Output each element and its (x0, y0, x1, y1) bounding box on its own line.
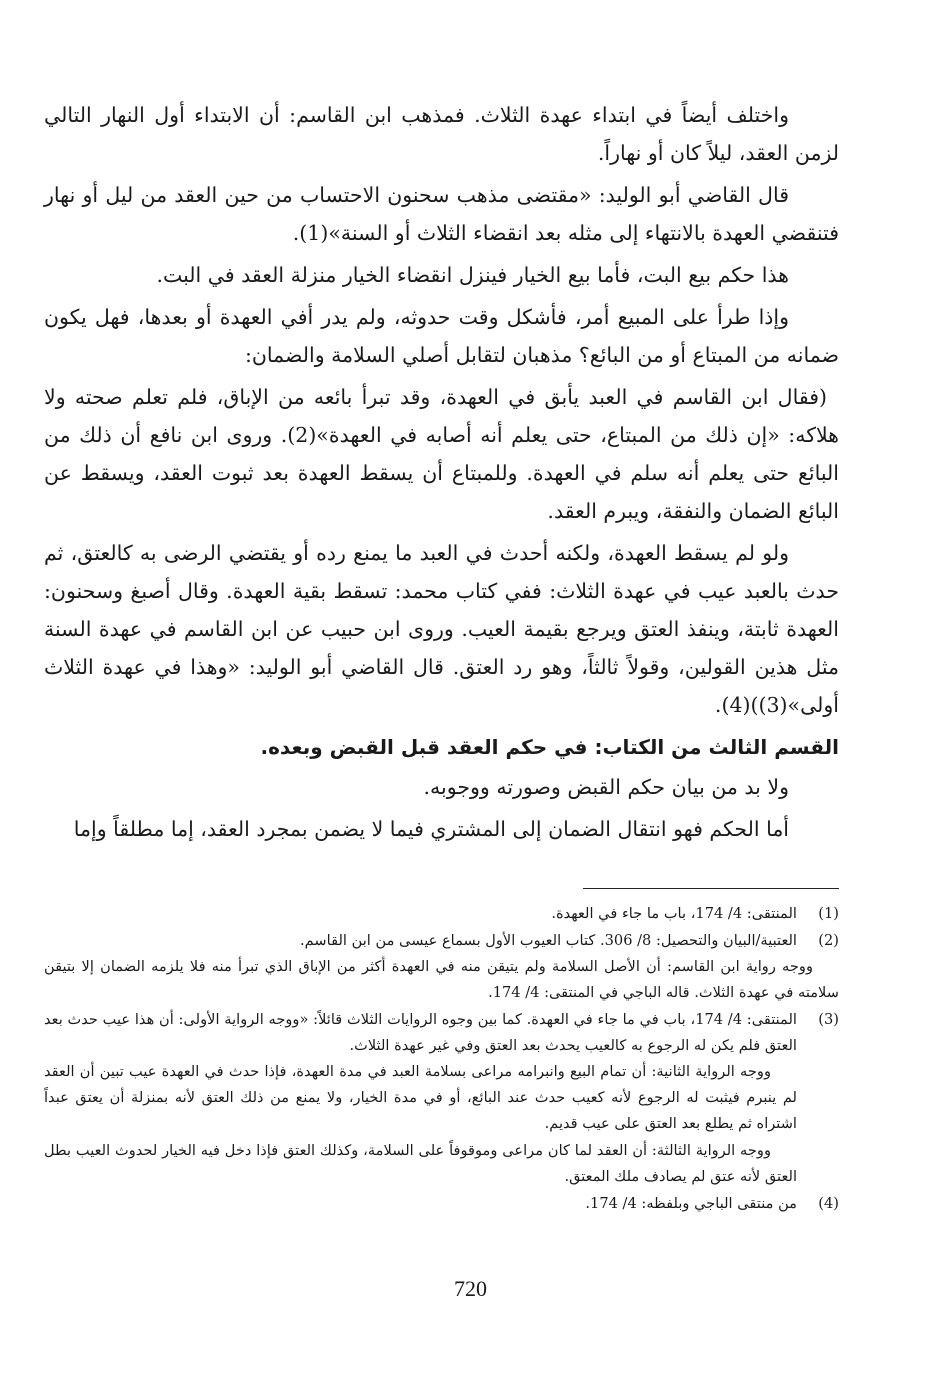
paragraph-6: ولو لم يسقط العهدة، ولكنه أحدث في العبد ما يمنع رده أو يقتضي الرضى به كالعتق، ثم حدث بالعبد عيب في عهدة الثلاث: ففي كتاب محمد: تسقط بقية العهدة. وقال أصبغ وسحنون: العهدة ثابتة، وينفذ العتق ويرجع بقيمة العيب. وروى ابن حبيب عن ابن القاسم في عهدة السنة مثل هذين القولين، وقولاً ثالثاً، وهو رد العتق. قال القاضي أبو الوليد: «وهذا في عهدة الثلاث أولى»(3))(4). (44, 541, 839, 717)
main-text (44, 96, 839, 852)
paragraph-4: وإذا طرأ على المبيع أمر، فأشكل وقت حدوثه، ولم يدر أفي العهدة أو بعدها، فهل يكون ضمانه من المبتاع أو من البائع؟ مذهبان لتقابل أصلي السلامة والضمان: (44, 305, 839, 367)
footnote-text: العتبية/البيان والتحصيل: 8/ 306. كتاب العيوب الأول بسماع عيسى من ابن القاسم. (300, 932, 797, 949)
paragraph-5: (فقال ابن القاسم في العبد يأبق في العهدة، وقد تبرأ بائعه من الإباق، فلم تعلم صحته ولا هلاكه: «إن ذلك من المبتاع، حتى يعلم أنه أصابه في العهدة»(2). وروى ابن نافع أن ذلك من البائع حتى يعلم أنه سلم في العهدة. وللمبتاع أن يسقط العهدة بعد ثبوت العقد، ويسقط عن البائع الضمان والنفقة، ويبرم العقد. (44, 385, 839, 523)
footnote-continuation: ووجه الرواية الثانية: أن تمام البيع وانبرامه مراعى بسلامة العبد في مدة العهدة، فإذا حدث في العهدة عيب تبين أن العقد لم ينبرم فيثبت له الرجوع لأنه كعيب حدث عند البائع، أو في مدة الخيار، ولا يمنع من ذلك العتق لأنه بمنزلة أن يعتق عبداً اشتراه ثم يطلع بعد العتق على عيب قديم. (44, 1063, 797, 1132)
footnotes (44, 901, 839, 1218)
footnote-3 (44, 1007, 839, 1190)
footnote-text: المنتقى: 4/ 174، باب في ما جاء في العهدة. كما بين وجوه الروايات الثلاث قائلاً: «ووجه الرواية الأولى: أن هذا عيب حدث بعد العتق فلم يكن له الرجوع به كالعيب يحدث بعد العتق وفي غير عهدة الثلاث. (44, 1011, 797, 1054)
footnote-continuation: ووجه الرواية الثالثة: أن العقد لما كان مراعى وموقوفاً على السلامة، وكذلك العتق فإذا دخل فيه الخيار لحدوث العيب بطل العتق لأنه عتق لم يصادف ملك المعتق. (44, 1142, 797, 1185)
footnote-number: (2) (818, 932, 839, 949)
footnote-number: (1) (818, 905, 839, 922)
footnote-text: المنتقى: 4/ 174، باب ما جاء في العهدة. (551, 905, 797, 922)
page-number: 720 (454, 1276, 487, 1301)
paragraph-8: أما الحكم فهو انتقال الضمان إلى المشتري فيما لا يضمن بمجرد العقد، إما مطلقاً وإما (73, 817, 789, 841)
footnote-4 (44, 1191, 839, 1217)
footnote-number: (3) (818, 1011, 839, 1028)
paragraph-3: هذا حكم بيع البت، فأما بيع الخيار فينزل انقضاء الخيار منزلة العقد في البت. (156, 263, 789, 287)
footnote-divider (583, 888, 839, 889)
footnote-number: (4) (818, 1195, 839, 1212)
footnote-1 (44, 901, 839, 927)
section-heading: القسم الثالث من الكتاب: في حكم العقد قبل القبض وبعده. (260, 735, 839, 759)
footnote-2 (44, 928, 839, 1006)
paragraph-2: قال القاضي أبو الوليد: «مقتضى مذهب سحنون الاحتساب من حين العقد من ليل أو نهار فتنقضي العهدة بالانتهاء إلى مثله بعد انقضاء الثلاث أو السنة»(1). (44, 183, 839, 245)
paragraph-1: واختلف أيضاً في ابتداء عهدة الثلاث. فمذهب ابن القاسم: أن الابتداء أول النهار التالي لزمن العقد، ليلاً كان أو نهاراً. (44, 103, 839, 165)
paragraph-7: ولا بد من بيان حكم القبض وصورته ووجوبه. (423, 775, 789, 799)
footnote-continuation: ووجه رواية ابن القاسم: أن الأصل السلامة ولم يتيقن منه في العهدة أكثر من الإباق الذي تبرأ منه فلا يلزمه الضمان إلا بتيقن سلامته في عهدة الثلاث. قاله الباجي في المنتقى: 4/ 174. (44, 958, 839, 1001)
footnote-text: من منتقى الباجي وبلفظه: 4/ 174. (585, 1195, 797, 1212)
